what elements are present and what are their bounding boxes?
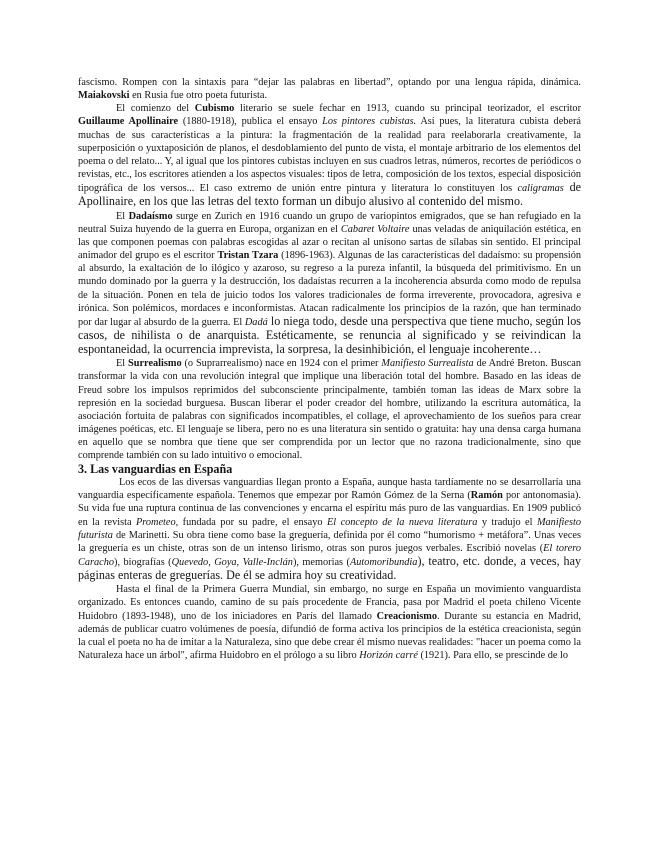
- italic-title: El torero Caracho: [78, 542, 581, 568]
- bold-term: Creacionismo: [376, 610, 438, 622]
- text: de André Breton. Buscan transformar la vida con una revolución integral que implique una liberación total del hombre. Basado en las ideas de Freud sobre los impulsos reprimidos del subconsciente principalmente, también toman las ideas de Marx sobre la represión en la sociedad burguesa. Buscan liberar el poder creador del hombre, utilizando la escritura automática, la asociación fortuita de palabras con significados incompatibles, el collage, el aprovechamiento de los sueños para crear imágenes poéticas, etc. El lenguaje se libera, pero no es una literatura sin sentido o gratuita: hay una densa carga humana en aquello que se nombra que tiene que ser comprendida por un lector que no razona tradicionalmente, sino que comprende también con su lado intuitivo o emocional.: [78, 358, 581, 462]
- italic-title: Manifiesto futurista: [78, 516, 581, 541]
- text: Hasta el final de la Primera Guerra Mundial, sin embargo, no surge en España un movimiento vanguardista organizado. Es entonces cuando, camino de su país procedente de Francia, pasa por Madrid el poeta chileno Vicente Huidobro (1893-1948), uno de los iniciadores en París del llamado: [78, 584, 581, 622]
- text: surge en Zurich en 1916 cuando un grupo de variopintos emigrados, que se han refugiado en la neutral Suiza huyendo de la guerra en Europa, organizan en el: [78, 210, 581, 235]
- bold-term: Guillaume Apollinaire: [78, 116, 179, 128]
- section-heading: 3. Las vanguardias en España: [78, 461, 233, 476]
- text: y tradujo el: [477, 516, 537, 528]
- italic-term: Cabaret Voltaire: [340, 223, 410, 235]
- text: Los ecos de las diversas vanguardias llegan pronto a España, aunque hasta tardíamente no se desarrollaría una vanguardia específicamente española. Tenemos que empezar por Ramón Gómez de la Serna (: [78, 477, 581, 502]
- italic-term: Dadá: [244, 316, 268, 328]
- paragraph-dadaismo: [78, 210, 581, 358]
- bold-term: Maiakovski: [78, 90, 130, 102]
- bold-term: Surrealismo: [128, 358, 182, 370]
- text-large: lo niega todo, desde una perspectiva que tiene mucho, según los casos, de nihilista o de anarquista. Estéticamente, se renuncia al significado y se reivindican la espontaneidad, la ocurrencia imprevista, la sorpresa, la desinhibición, el lenguaje incoherente…: [78, 313, 582, 357]
- text: de Marinetti. Su obra tiene como base la greguería, definida por él como “humorismo + metáfora”. Unas veces la greguería es un chiste, otras son de un intenso lirismo, otras son puros juegos verbales. Escribió novelas (: [78, 529, 581, 554]
- italic-title: Horizón carré: [359, 650, 418, 662]
- bold-term: Cubismo: [194, 103, 235, 115]
- bold-term: Dadaísmo: [128, 210, 173, 222]
- bold-term: Tristan Tzara: [217, 250, 279, 262]
- text: . Durante su estancia en Madrid, además de publicar cuatro volúmenes de poesía, difundió de forma activa los principios de la estética creacionista, según la cual el poeta no ha de imitar a la Naturaleza, sino que debe crear él mismo nuevas realidades: "hacer un poema como la Naturaleza hace un árbol", afirma Huidobro en el prólogo a su libro: [78, 610, 581, 662]
- italic-title: Automoribundia: [349, 556, 418, 568]
- paragraph-cubismo: [78, 102, 581, 209]
- italic-term: caligramas: [517, 183, 564, 195]
- text: ), memorias (: [292, 556, 350, 568]
- text: fascismo. Rompen con la sintaxis para “dejar las palabras en libertad”, optando por una lengua rápida, dinámica.: [78, 77, 581, 88]
- paragraph-surrealismo: [78, 357, 581, 462]
- text: literario se suele fechar en 1913, cuando su principal teorizador, el escritor: [234, 103, 582, 115]
- text: en Rusia fue otro poeta futurista.: [129, 90, 268, 102]
- paragraph-ramon: [78, 476, 581, 583]
- text: El comienzo del: [116, 103, 195, 115]
- bold-term: Ramón: [470, 490, 503, 502]
- italic-title: Los pintores cubistas.: [322, 116, 417, 128]
- text: ), biografías (: [114, 556, 172, 568]
- text: por antonomasia). Su vida fue una ruptura continua de las convenciones y encarna el espíritu más puro de las vanguardias. En 1909 publicó en la revista: [78, 490, 582, 528]
- text: (1880-1918), publica el ensayo: [178, 116, 323, 128]
- paragraph-creacionismo: [78, 583, 581, 662]
- text: fundada por su padre, el ensayo: [178, 516, 327, 528]
- text-large: ), teatro, etc. donde, a veces, hay páginas enteras de greguerías. De él se admira hoy su creatividad.: [78, 553, 582, 583]
- italic-title: Manifiesto Surrealista: [381, 358, 474, 370]
- text: El: [116, 210, 129, 222]
- italic-title: El concepto de la nueva literatura: [326, 516, 478, 528]
- text: El: [116, 358, 129, 370]
- text: (1896-1963). Algunas de las características del dadaísmo: su propensión al absurdo, la exaltación de lo ilógico y azaroso, su regreso a la pureza infantil, la búsqueda del primitivismo. En un mundo dominado por la guerra y la destrucción, los dadaístas recurren a la incoherencia absurda como modo de repulsa de la situación. Ponen en tela de juicio todos los valores tradicionales de forma irreverente, provocadora, agresiva e irónica. Son polémicos, mordaces e inconformistas. Atacan radicalmente los principios de la razón, que han terminado por dar lugar al absurdo de la guerra. El: [78, 250, 582, 328]
- text-large: de Apollinaire, en los que las letras del texto forman un dibujo alusivo al contenido del mismo.: [78, 180, 581, 209]
- text: Así pues, la literatura cubista deberá muchas de sus características a la pintura: la fragmentación de la realidad para reelaborarla creativamente, la superposición o yuxtaposición de planos, el desdoblamiento del punto de vista, el montaje arbitrario de los elementos del poema o del relato... Y, al igual que los pintores cubistas incluyen en sus cuadros letras, números, recortes de periódicos o revistas, etc., los escritores atienden a los aspectos visuales: tipos de letra, composición de los textos, especial disposición tipográfica de los versos... El caso extremo de unión entre pintura y literatura lo constituyen los: [78, 116, 581, 195]
- paragraph-futurismo-end: [78, 76, 581, 102]
- text: (o Suprarrealismo) nace en 1924 con el primer: [181, 358, 382, 370]
- italic-title: Quevedo, Goya, Valle-Inclán: [171, 556, 293, 568]
- italic-title: Prometeo,: [135, 516, 179, 528]
- text: (1921). Para ello, se prescinde de lo: [417, 650, 569, 662]
- text: unas veladas de aniquilación estética, en las que componen poemas con palabras escogidas al azar o recitan al unísono sartas de sílabas sin sentido. El principal animador del grupo es el escritor: [78, 223, 581, 262]
